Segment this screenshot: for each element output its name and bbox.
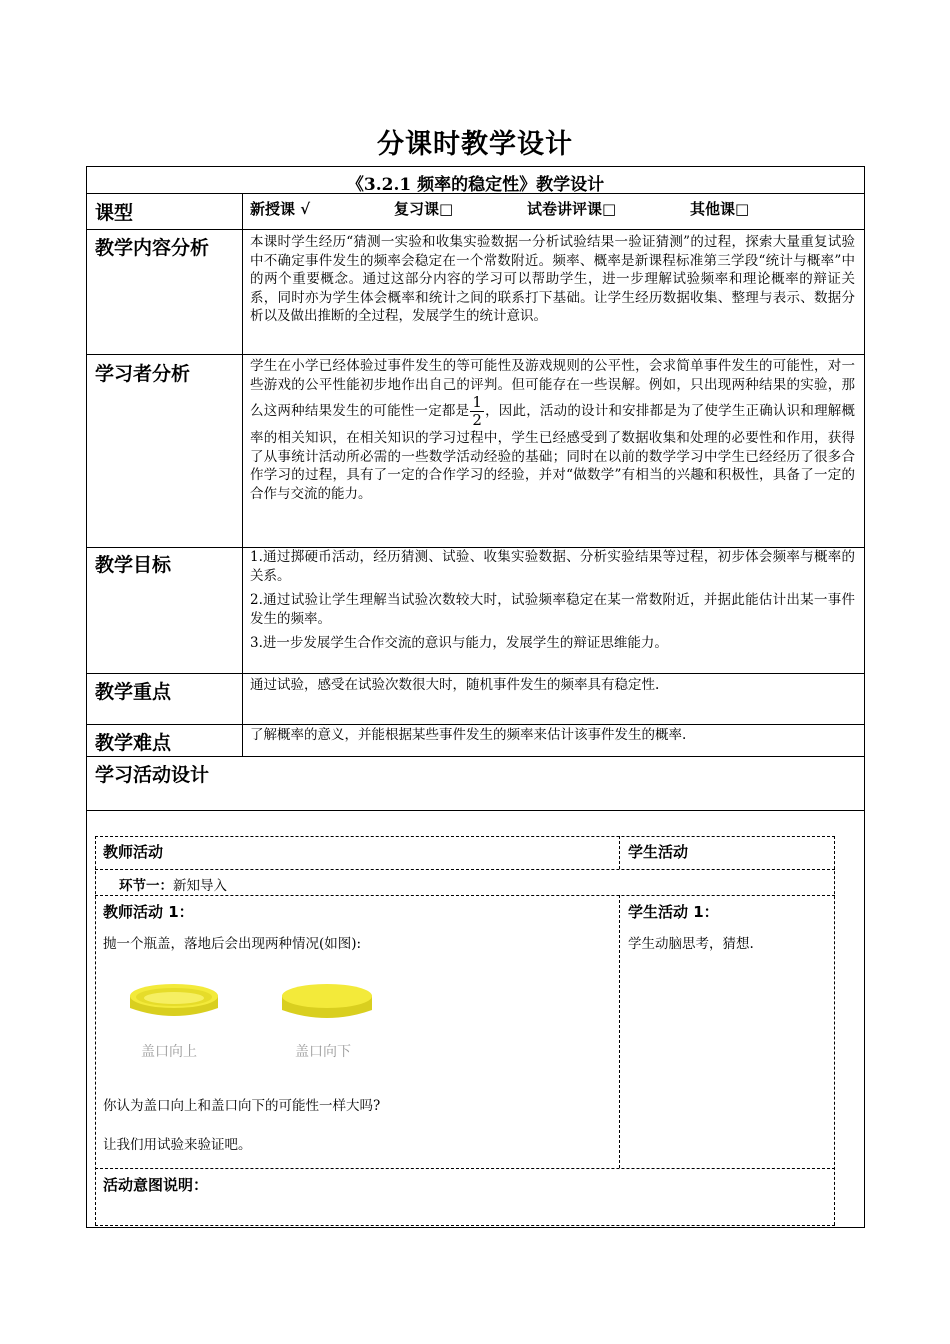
lesson-title: 《3.2.1 频率的稳定性》教学设计 [346,175,605,195]
option-exam-review-lesson: 试卷讲评课□ [527,200,617,218]
dashed-divider [95,836,96,1225]
dashed-divider [95,895,835,896]
content-analysis-label: 教学内容分析 [95,237,210,259]
teacher-activity-title: 教师活动 1： [103,903,194,921]
caption-cap-up: 盖口向上 [141,1044,197,1060]
goal-item: 2.通过试验让学生理解当试验次数较大时，试验频率稳定在某一常数附近，并据此能估计出某一事件发生的频率。 [250,592,855,627]
content-analysis-text: 本课时学生经历“猜测一实验和收集实验数据一分析试验结果一验证猜测”的过程，探索大量重复试验中不确定事件发生的频率会稳定在一个常数附近。频率、概率是新课程标准第三学段“统计与概率”中的两个重要概念。通过这部分内容的学习可以帮助学生，进一步理解试验频率和理论概率的辩证关系，同时亦为学生体会概率和统计之间的联系打下基础。让学生经历数据收集、整理与表示、数据分析以及做出推断的全过程，发展学生的统计意识。 [250,234,855,324]
course-type-label: 课型 [95,202,134,224]
goal-item: 1.通过掷硬币活动，经历猜测、试验、收集实验数据、分析实验结果等过程，初步体会频率与概率的关系。 [250,549,855,584]
row-divider [87,229,864,230]
student-activity-title: 学生活动 1： [628,903,719,921]
fraction-denominator: 2 [472,411,482,429]
learner-analysis-text [250,357,855,503]
dashed-divider [95,836,835,837]
key-points-label: 教学重点 [95,681,172,703]
goal-item: 3.进一步发展学生合作交流的意识与能力，发展学生的辩证思维能力。 [250,635,668,651]
row-divider [87,354,864,355]
row-divider [87,810,864,811]
option-review-lesson: 复习课□ [394,200,454,218]
page-title: 分课时教学设计 [377,129,573,160]
teacher-prompt: 让我们用试验来验证吧。 [103,1137,252,1153]
row-divider [87,756,864,757]
one-half-fraction [470,394,484,429]
row-divider [87,193,864,194]
goals-list [250,548,855,659]
activity-intent-label: 活动意图说明： [103,1176,209,1194]
learner-analysis-text-before: 学生在小学已经体验过事件发生的等可能性及游戏规则的公平性，会求简单事件发生的可能性，对一些游戏的公平性能初步地作出自己的评判。但可能存在一些误解。例如，只出现两种结果的实验，那么这两种结果发生的可能性一定都是 [250,358,855,419]
dashed-divider [95,869,835,870]
dashed-divider [95,1225,835,1226]
dashed-divider [619,836,620,869]
caption-cap-down: 盖口向下 [295,1044,351,1060]
teacher-question: 你认为盖口向上和盖口向下的可能性一样大吗? [103,1098,381,1114]
student-activity-header: 学生活动 [628,843,689,861]
column-divider [242,193,243,756]
section-heading [119,874,227,894]
activity-table [95,836,835,1227]
learner-analysis-label: 学习者分析 [95,363,191,385]
goals-label: 教学目标 [95,554,172,576]
section-name: 新知导入 [173,878,227,894]
row-divider [87,673,864,674]
option-new-lesson: 新授课 √ [250,200,311,218]
teacher-activity-intro: 抛一个瓶盖，落地后会出现两种情况(如图): [103,936,362,952]
fraction-numerator: 1 [472,393,482,411]
teacher-activity-header: 教师活动 [103,843,164,861]
cap-opening-down-icon [282,984,372,1018]
section-label: 环节一： [119,878,173,894]
dashed-divider [95,1168,835,1169]
cap-opening-up-icon [130,984,218,1016]
key-points-text: 通过试验，感受在试验次数很大时，随机事件发生的频率具有稳定性. [250,677,660,693]
learner-analysis-text-after: ，因此，活动的设计和安排都是为了使学生正确认识和理解概率的相关知识，在相关知识的学习过程中，学生已经感受到了数据收集和处理的必要性和作用，获得了从事统计活动所必需的一些数学活动经验的基础；同时在以前的数学学习中学生已经经历了很多合作学习的过程，具有了一定的合作学习的经验，并对“做数学”有相当的兴趣和积极性，具备了一定的合作与交流的能力。 [250,403,856,502]
student-activity-text: 学生动脑思考，猜想. [628,936,754,952]
activity-design-label: 学习活动设计 [95,764,210,786]
row-divider [87,724,864,725]
difficulties-label: 教学难点 [95,732,172,754]
option-other-lesson: 其他课□ [690,200,750,218]
difficulties-text: 了解概率的意义，并能根据某些事件发生的频率来估计该事件发生的概率. [250,727,687,743]
dashed-divider [834,836,835,1225]
dashed-divider [619,895,620,1168]
